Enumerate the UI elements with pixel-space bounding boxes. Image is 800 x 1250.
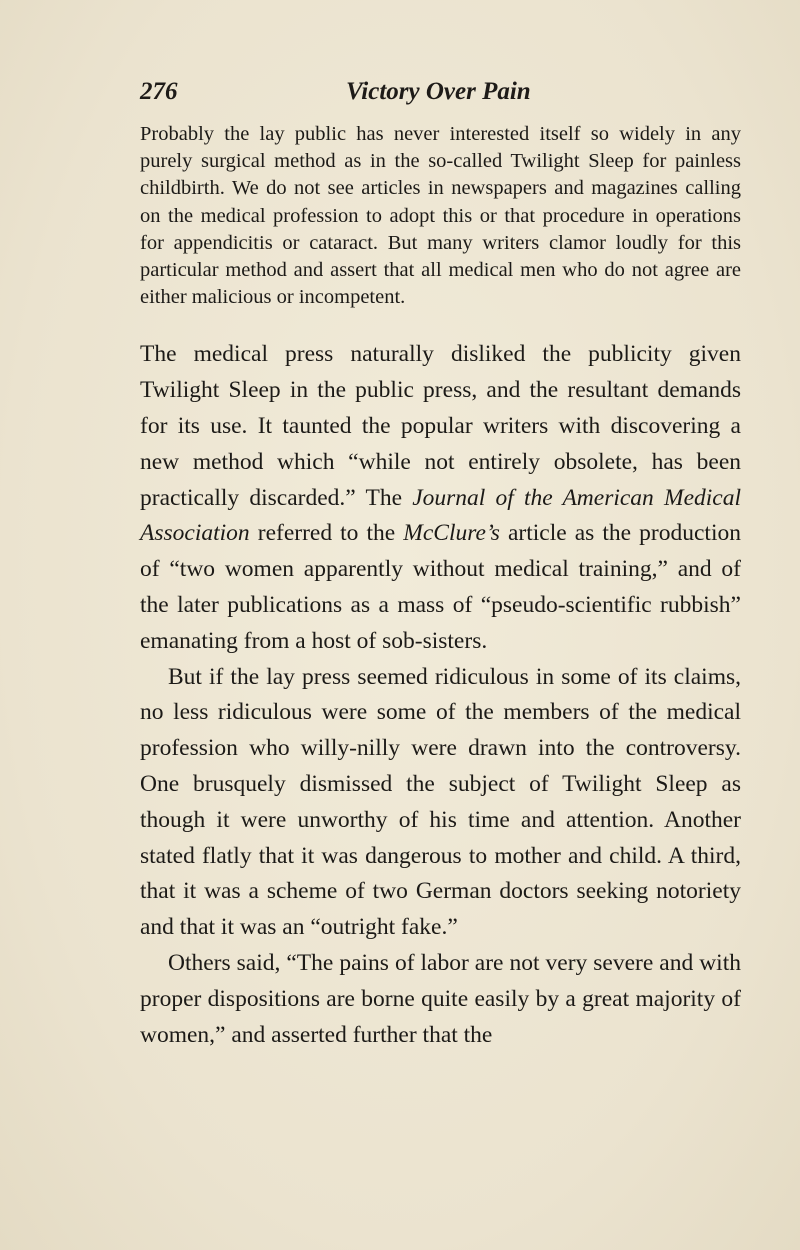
page-number: 276 (140, 78, 178, 105)
paragraph (140, 337, 741, 659)
paragraph: Others said, “The pains of labor are not very severe and with proper dispositions are borne quite easily by a great majority of women,” and asserted further that the (140, 949, 741, 1048)
body-text (140, 121, 741, 1053)
journal-title: Journal of the American Medical Association (140, 484, 741, 547)
text-segment: The medical press naturally disliked the publicity given Twilight Sleep in the public press, and the resultant demands for its use. It taunted the popular writers with discovering a new method which “while not entirely obsolete, has been practically discarded.” The (140, 341, 741, 511)
text-segment: referred to the (249, 520, 404, 547)
paragraph: But if the lay press seemed ridiculous in some of its claims, no less ridiculous were some of the members of the medical profession who willy-nilly were drawn into the controversy. One brusquely dismissed the subject of Twilight Sleep as though it were unworthy of his time and attention. Another stated flatly that it was dangerous to mother and child. A third, that it was a scheme of two German doctors seeking notoriety and that it was an “outright fake.” (140, 663, 741, 941)
paragraph: Probably the lay public has never interested itself so widely in any purely surgical method as in the so-called Twilight Sleep for painless childbirth. We do not see articles in newspapers and magazines calling on the medical profession to adopt this or that procedure in operations for appendicitis or cataract. But many writers clamor loudly for this particular method and assert that all medical men who do not agree are either malicious or incompetent. (140, 123, 741, 309)
text-segment: article as the production of “two women apparently without medical training,” and of the later publications as a mass of “pseudo-scientific rubbish” emanating from a host of sob-sisters. (140, 520, 741, 654)
magazine-title: McClure’s (403, 520, 500, 547)
running-title: Victory Over Pain (346, 78, 531, 105)
running-head (140, 78, 740, 112)
